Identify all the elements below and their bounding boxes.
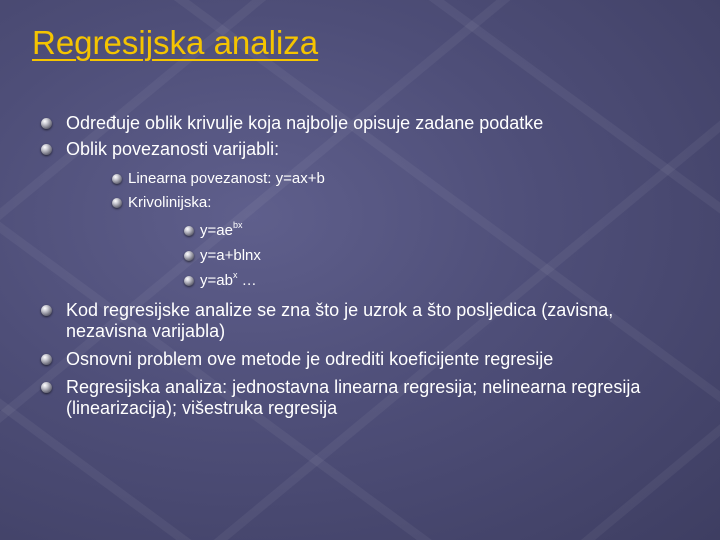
bullet-text: Kod regresijske analize se zna što je uzrok a što posljedica (zavisna, nezavisna varijabla): [66, 300, 614, 341]
bullet-icon: [41, 354, 52, 365]
bullet-item: [66, 113, 696, 134]
formula-base: y=ae: [200, 222, 233, 239]
bullet-icon: [184, 276, 194, 286]
slide-title: Regresijska analiza: [32, 24, 319, 61]
sub-bullet-text: Krivolinijska:: [128, 194, 212, 211]
bullet-item: [66, 139, 696, 160]
bullet-icon: [184, 251, 194, 261]
bullet-text: Osnovni problem ove metode je odrediti koeficijente regresije: [66, 349, 554, 369]
bullet-text: Određuje oblik krivulje koja najbolje opisuje zadane podatke: [66, 113, 544, 133]
formula-item: [200, 247, 261, 265]
formula-item: [200, 272, 257, 290]
formula-exponent: x: [232, 270, 238, 280]
bullet-item: [66, 377, 696, 419]
bullet-item: [66, 349, 696, 370]
bullet-icon: [41, 382, 52, 393]
bullet-item: [66, 300, 696, 342]
bullet-icon: [112, 174, 122, 184]
formula-exponent: bx: [232, 220, 243, 230]
formula-text: y=a+blnx: [200, 247, 261, 264]
sub-bullet-item: [128, 194, 211, 212]
formula-item: [200, 222, 242, 240]
bullet-icon: [41, 305, 52, 316]
bullet-icon: [112, 198, 122, 208]
sub-bullet-item: [128, 170, 325, 188]
bullet-icon: [41, 144, 52, 155]
bullet-icon: [41, 118, 52, 129]
sub-bullet-text: Linearna povezanost: y=ax+b: [128, 170, 325, 187]
bullet-text: Oblik povezanosti varijabli:: [66, 139, 280, 159]
formula-tail: …: [237, 272, 257, 289]
formula-base: y=ab: [200, 272, 233, 289]
bullet-text: Regresijska analiza: jednostavna linearna regresija; nelinearna regresija (linearizacija); višestruka regresija: [66, 377, 641, 418]
bullet-icon: [184, 226, 194, 236]
